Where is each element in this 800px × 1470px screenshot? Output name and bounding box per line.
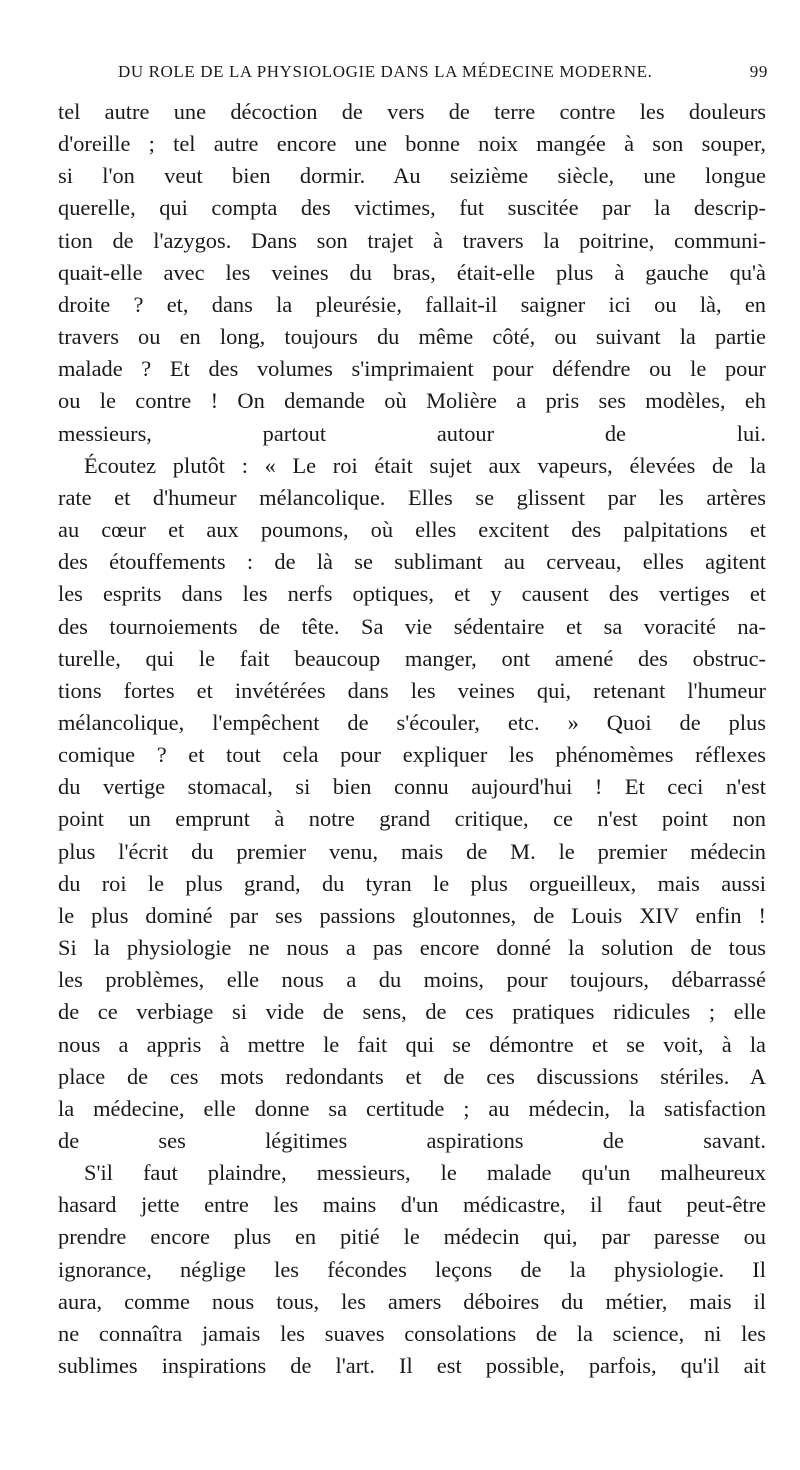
text-line: S'il faut plaindre, messieurs, le malade qu'un malheureux [84, 1160, 766, 1186]
text-line: nous a appris à mettre le fait qui se démontre et se voit, à la [58, 1031, 766, 1057]
text-line: droite ? et, dans la pleurésie, fallait-il saigner ici ou là, en [58, 291, 766, 317]
text-line: querelle, qui compta des victimes, fut suscitée par la descrip- [58, 195, 766, 221]
text-line: du vertige stomacal, si bien connu aujourd'hui ! Et ceci n'est [58, 774, 766, 800]
text-line: place de ces mots redondants et de ces discussions stériles. A [58, 1063, 766, 1089]
text-line: Écoutez plutôt : « Le roi était sujet aux vapeurs, élevées de la [84, 452, 766, 478]
text-line: le plus dominé par ses passions gloutonnes, de Louis XIV enfin ! [58, 902, 766, 928]
text-line: point un emprunt à notre grand critique, ce n'est point non [58, 806, 766, 832]
text-line: prendre encore plus en pitié le médecin qui, par paresse ou [58, 1224, 766, 1250]
text-line: des tournoiements de tête. Sa vie sédentaire et sa voracité na- [58, 613, 766, 639]
text-line: malade ? Et des volumes s'imprimaient pour défendre ou le pour [58, 356, 766, 382]
text-line: quait-elle avec les veines du bras, était-elle plus à gauche qu'à [58, 259, 766, 285]
text-line: au cœur et aux poumons, où elles excitent des palpitations et [58, 517, 766, 543]
paragraph [58, 1157, 766, 1382]
text-line: la médecine, elle donne sa certitude ; au médecin, la satisfaction [58, 1095, 766, 1121]
body-text [58, 96, 766, 1382]
text-line: de ce verbiage si vide de sens, de ces pratiques ridicules ; elle [58, 999, 766, 1025]
text-line: travers ou en long, toujours du même côté, ou suivant la partie [58, 324, 766, 350]
text-line: aura, comme nous tous, les amers déboires du métier, mais il [58, 1288, 766, 1314]
text-line: tion de l'azygos. Dans son trajet à travers la poitrine, communi- [58, 227, 766, 253]
text-line: tions fortes et invétérées dans les veines qui, retenant l'humeur [58, 677, 766, 703]
text-line: des étouffements : de là se sublimant au cerveau, elles agitent [58, 549, 766, 575]
text-line: d'oreille ; tel autre encore une bonne noix mangée à son souper, [58, 131, 766, 157]
text-line: sublimes inspirations de l'art. Il est possible, parfois, qu'il ait [58, 1353, 766, 1379]
text-line: turelle, qui le fait beaucoup manger, ont amené des obstruc- [58, 645, 766, 671]
paragraph [58, 450, 766, 1157]
text-line: ou le contre ! On demande où Molière a pris ses modèles, eh [58, 388, 766, 414]
page-number: 99 [749, 62, 768, 81]
text-line: plus l'écrit du premier venu, mais de M. le premier médecin [58, 838, 766, 864]
text-line: du roi le plus grand, du tyran le plus orgueilleux, mais aussi [58, 870, 766, 896]
text-line: les esprits dans les nerfs optiques, et y causent des vertiges et [58, 581, 766, 607]
text-line: si l'on veut bien dormir. Au seizième siècle, une longue [58, 163, 766, 189]
text-line: messieurs, partout autour de lui. [58, 420, 766, 446]
text-line: rate et d'humeur mélancolique. Elles se glissent par les artères [58, 484, 766, 510]
paragraph [58, 96, 766, 450]
text-line: de ses légitimes aspirations de savant. [58, 1128, 766, 1153]
text-line: ne connaîtra jamais les suaves consolations de la science, ni les [58, 1320, 766, 1346]
running-head [118, 62, 768, 88]
text-line: ignorance, néglige les fécondes leçons de la physiologie. Il [58, 1256, 766, 1282]
text-line: Si la physiologie ne nous a pas encore donné la solution de tous [58, 935, 766, 961]
running-title: DU ROLE DE LA PHYSIOLOGIE DANS LA MÉDECINE MODERNE. [118, 62, 653, 81]
text-line: hasard jette entre les mains d'un médicastre, il faut peut-être [58, 1192, 766, 1218]
text-line: les problèmes, elle nous a du moins, pour toujours, débarrassé [58, 967, 766, 993]
text-line: comique ? et tout cela pour expliquer les phénomèmes réflexes [58, 742, 766, 768]
text-line: mélancolique, l'empêchent de s'écouler, etc. » Quoi de plus [58, 709, 766, 735]
text-line: tel autre une décoction de vers de terre contre les douleurs [58, 99, 766, 124]
